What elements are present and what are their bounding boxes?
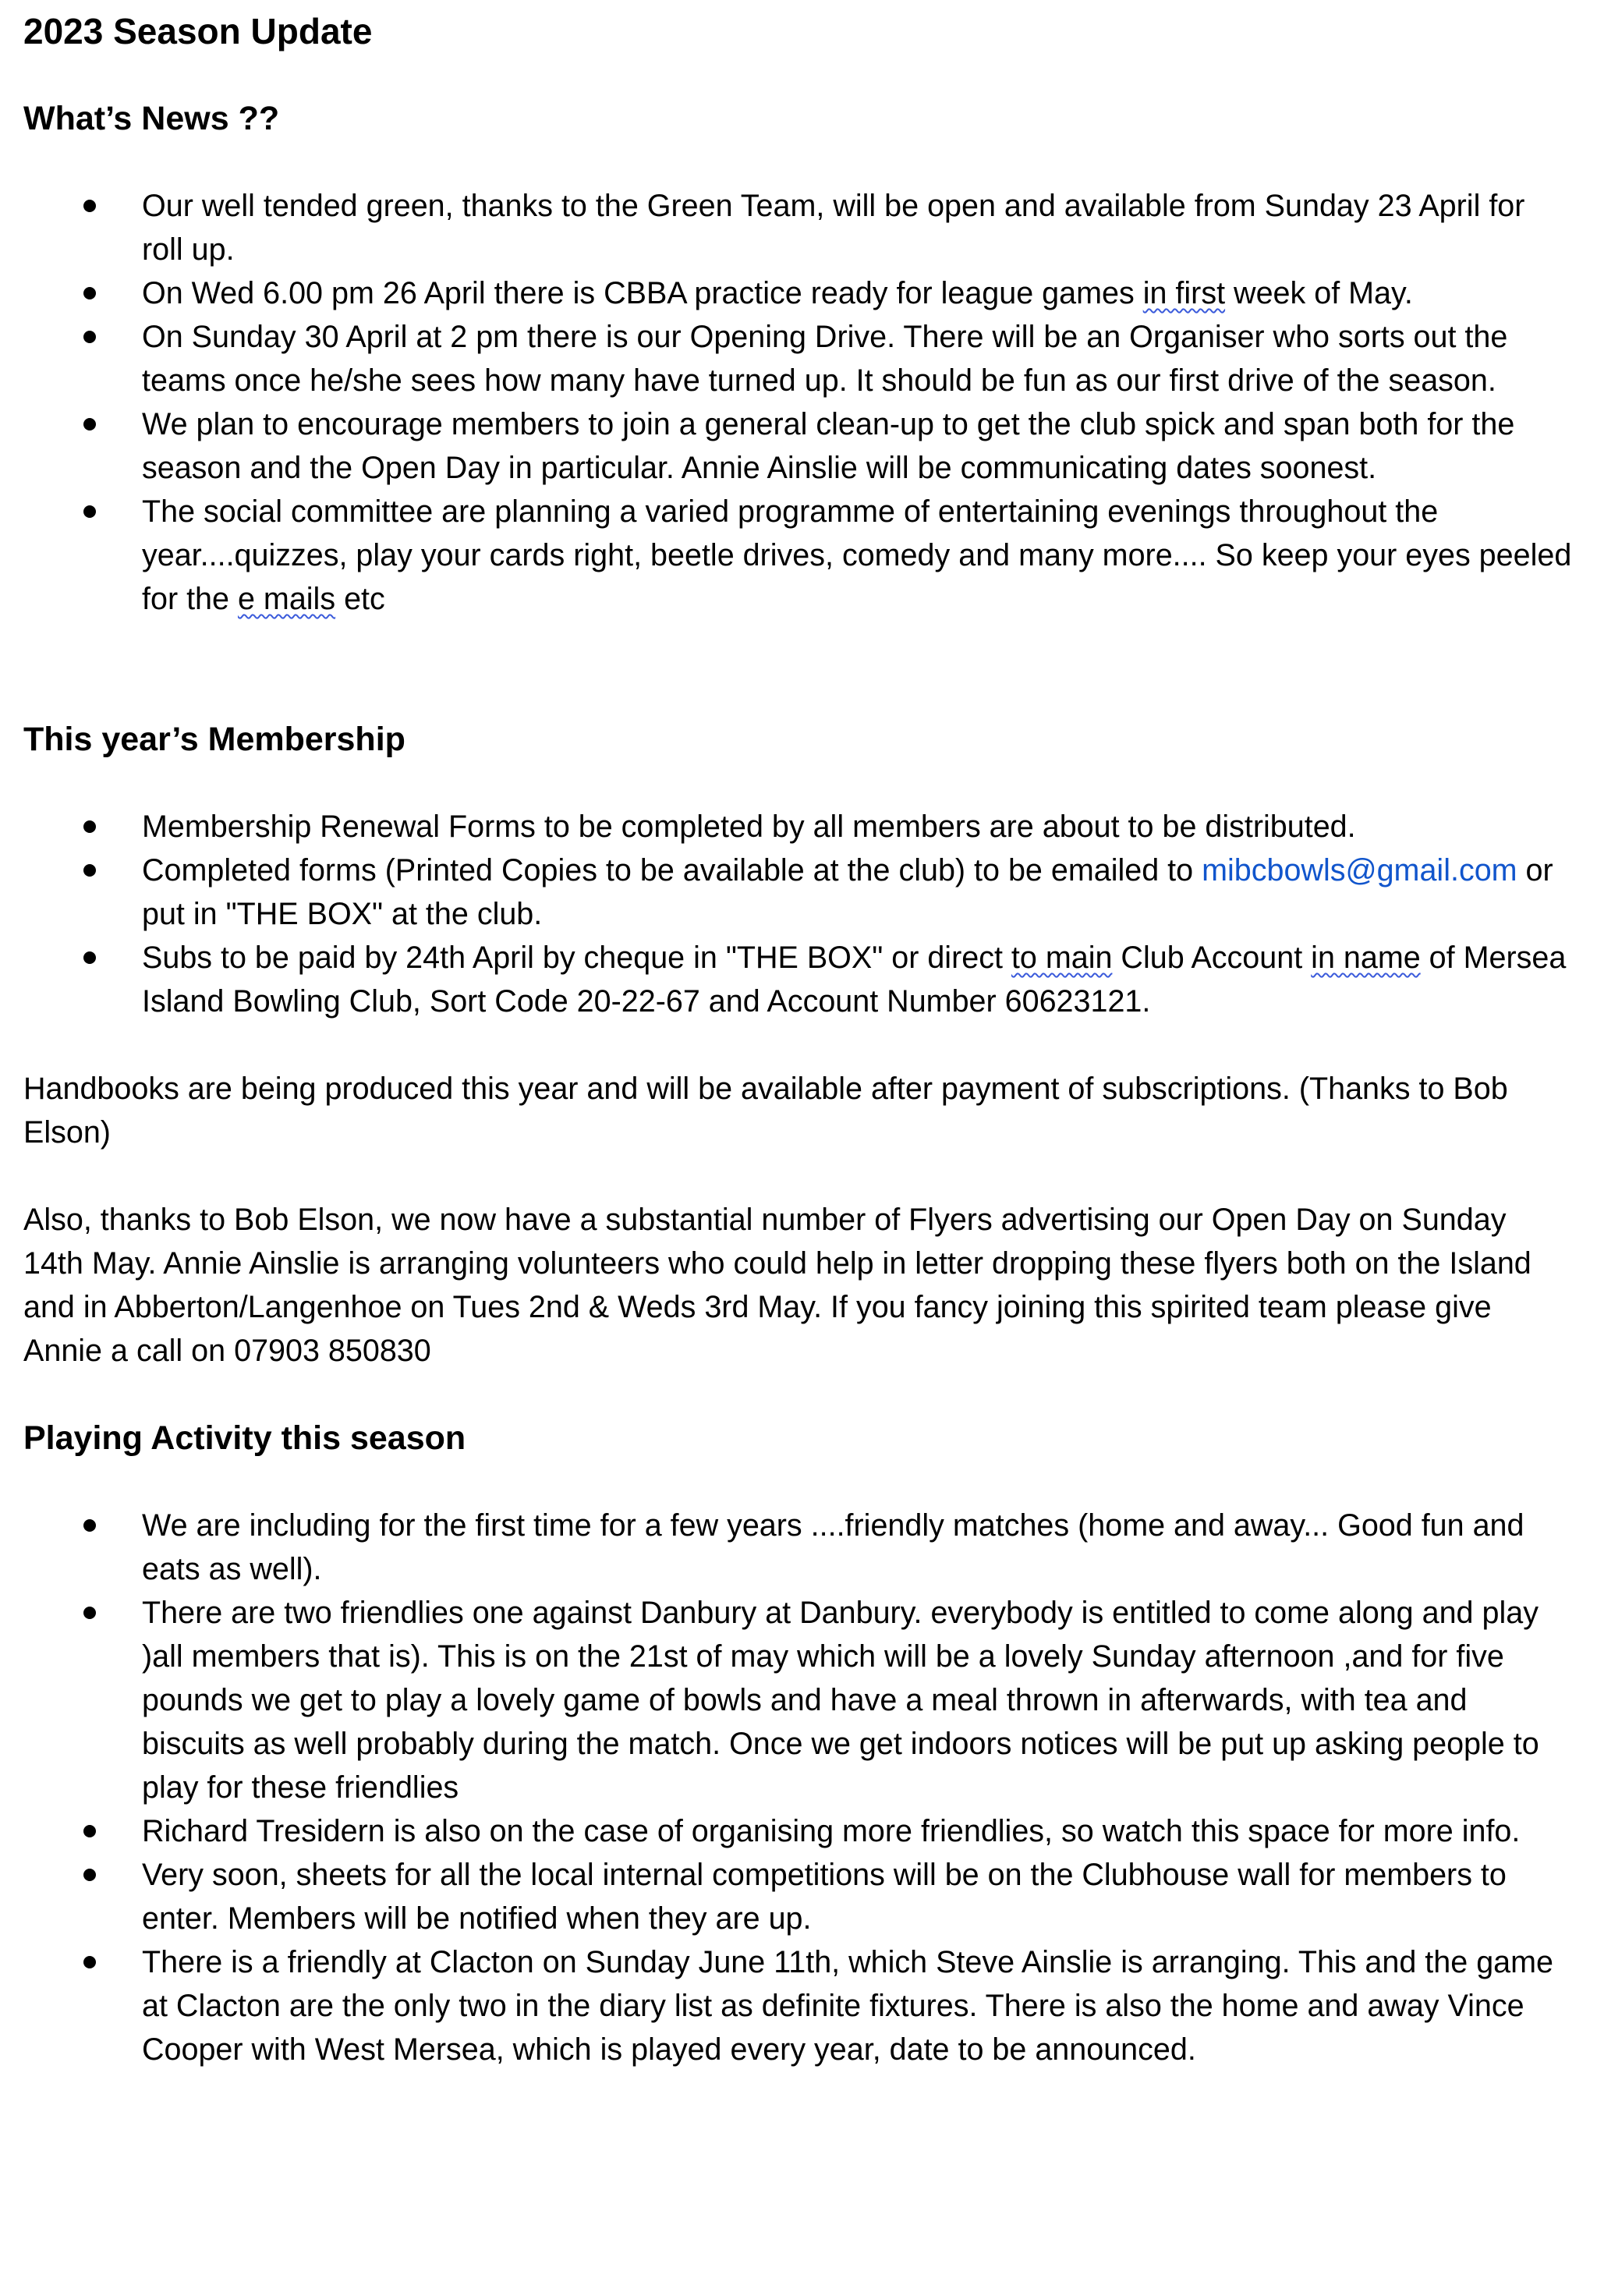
list-item-text: or put in "THE BOX" at the club. <box>142 853 1553 931</box>
list-item <box>23 490 1574 621</box>
spellcheck-word[interactable]: e mails <box>237 582 336 616</box>
bullet-icon <box>83 820 96 833</box>
spellcheck-word[interactable]: in first <box>1142 276 1226 310</box>
spellcheck-word[interactable]: in name <box>1311 941 1421 975</box>
page-title: 2023 Season Update <box>23 11 373 51</box>
spacer <box>23 53 1574 97</box>
list-item-text: Very soon, sheets for all the local internal competitions will be on the Clubhouse wall for members to enter. Members will be notified when they are up. <box>142 1858 1507 1936</box>
list-item <box>23 271 1574 315</box>
email-link[interactable]: mibcbowls@gmail.com <box>1202 853 1517 888</box>
spacer <box>23 1460 1574 1504</box>
list-item-text: Club Account <box>1112 941 1312 975</box>
handbooks-paragraph: Handbooks are being produced this year and will be available after payment of subscriptions. (Thanks to Bob Elson) <box>23 1072 1508 1150</box>
spacer <box>23 1154 1574 1198</box>
list-item-text: On Sunday 30 April at 2 pm there is our Opening Drive. There will be an Organiser who sorts out the teams once he/she sees how many have turned up. It should be fun as our first drive of the season. <box>142 320 1508 398</box>
spacer <box>23 708 1574 718</box>
list-item-text: week of May. <box>1225 276 1413 310</box>
list-item <box>23 936 1574 1023</box>
list-item <box>23 1940 1574 2071</box>
flyers-paragraph: Also, thanks to Bob Elson, we now have a substantial number of Flyers advertising our Open Day on Sunday 14th May. Annie Ainslie is arranging volunteers who could help in letter dropping these flyers both on the Island and in Abberton/Langenhoe on Tues 2nd & Weds 3rd May. If you fancy joining this spirited team please give Annie a call on 07903 850830 <box>23 1203 1531 1368</box>
bullet-icon <box>83 951 96 964</box>
bullet-icon <box>83 200 96 212</box>
list-item-text: Membership Renewal Forms to be completed by all members are about to be distributed. <box>142 810 1356 844</box>
list-item <box>23 315 1574 402</box>
news-list <box>23 184 1574 621</box>
spacer <box>23 761 1574 805</box>
section-heading-playing: Playing Activity this season <box>23 1419 466 1457</box>
list-item-text: of Mersea Island Bowling Club, Sort Code 20-22-67 and Account Number 60623121. <box>142 941 1567 1019</box>
spacer <box>23 140 1574 184</box>
list-item-text: There are two friendlies one against Danbury at Danbury. everybody is entitled to come along and play )all members that is). This is on the 21st of may which will be a lovely Sunday afternoon ,and for five pounds we get to play a lovely game of bowls and have a meal thrown in afterwards, with tea and biscuits as well probably during the match. Once we get indoors notices will be put up asking people to play for these friendlies <box>142 1596 1539 1805</box>
list-item <box>23 805 1574 849</box>
list-item <box>23 1809 1574 1853</box>
spacer <box>23 1373 1574 1416</box>
list-item <box>23 1853 1574 1940</box>
membership-list <box>23 805 1574 1023</box>
list-item <box>23 1591 1574 1809</box>
list-item-text: Richard Tresidern is also on the case of organising more friendlies, so watch this space for more info. <box>142 1814 1521 1848</box>
section-heading-news: What’s News ?? <box>23 100 280 137</box>
list-item-text: The social committee are planning a varied programme of entertaining evenings throughout the year....quizzes, play your cards right, beetle drives, comedy and many more.... So keep your eyes peeled for the <box>142 494 1572 616</box>
bullet-icon <box>83 331 96 343</box>
list-item <box>23 849 1574 936</box>
list-item-text: On Wed 6.00 pm 26 April there is CBBA practice ready for league games <box>142 276 1143 310</box>
bullet-icon <box>83 1869 96 1881</box>
list-item <box>23 1504 1574 1591</box>
list-item <box>23 402 1574 490</box>
bullet-icon <box>83 864 96 877</box>
list-item-text: Subs to be paid by 24th April by cheque in "THE BOX" or direct <box>142 941 1011 975</box>
bullet-icon <box>83 418 96 430</box>
spacer <box>23 1023 1574 1067</box>
list-item-text: We are including for the first time for a few years ....friendly matches (home and away... Good fun and eats as well). <box>142 1508 1524 1586</box>
playing-list <box>23 1504 1574 2071</box>
list-item-text: etc <box>335 582 385 616</box>
bullet-icon <box>83 1825 96 1837</box>
bullet-icon <box>83 1607 96 1619</box>
spellcheck-word[interactable]: to main <box>1011 941 1113 975</box>
list-item-text: Completed forms (Printed Copies to be available at the club) to be emailed to <box>142 853 1202 888</box>
bullet-icon <box>83 287 96 299</box>
bullet-icon <box>83 505 96 518</box>
list-item-text: Our well tended green, thanks to the Green Team, will be open and available from Sunday 23 April for roll up. <box>142 189 1525 267</box>
spacer <box>23 621 1574 708</box>
list-item <box>23 184 1574 271</box>
list-item-text: There is a friendly at Clacton on Sunday June 11th, which Steve Ainslie is arranging. This and the game at Clacton are the only two in the diary list as definite fixtures. There is also the home and away Vince Cooper with West Mersea, which is played every year, date to be announced. <box>142 1945 1553 2067</box>
bullet-icon <box>83 1519 96 1532</box>
list-item-text: We plan to encourage members to join a general clean-up to get the club spick and span both for the season and the Open Day in particular. Annie Ainslie will be communicating dates soonest. <box>142 407 1515 485</box>
document-page <box>0 9 1597 2296</box>
bullet-icon <box>83 1956 96 1968</box>
section-heading-membership: This year’s Membership <box>23 721 405 758</box>
